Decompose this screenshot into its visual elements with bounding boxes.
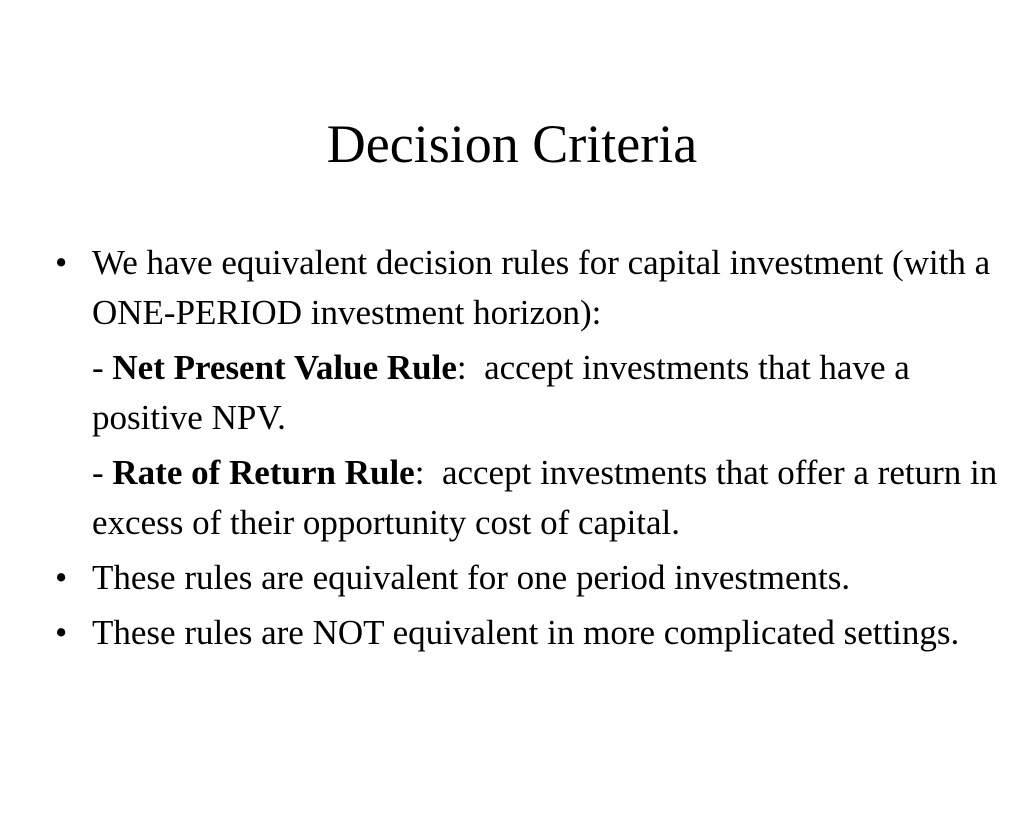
sub-item-dash: -	[92, 348, 113, 387]
sub-item-text: accept investments that offer a return in excess of their opportunity cost of capital.	[92, 453, 1006, 542]
sub-item-colon: :	[414, 453, 425, 492]
sub-item-ror-rule	[55, 448, 1005, 548]
bullet-item	[55, 608, 1005, 658]
sub-item-term: Rate of Return Rule	[112, 453, 415, 492]
bullet-item	[55, 553, 1005, 603]
sub-item-term: Net Present Value Rule	[112, 348, 457, 387]
sub-item-dash: -	[92, 453, 113, 492]
bullet-item	[55, 238, 1005, 338]
slide-title: Decision Criteria	[326, 114, 698, 174]
sub-item-npv-rule	[55, 343, 1005, 443]
bullet-marker: •	[55, 613, 68, 652]
sub-item-colon: :	[456, 348, 467, 387]
bullet-text: These rules are equivalent for one period investments.	[92, 558, 851, 597]
bullet-text: These rules are NOT equivalent in more complicated settings.	[92, 613, 960, 652]
sub-item-text: accept investments that have a positive NPV.	[92, 348, 919, 437]
bullet-marker: •	[55, 243, 68, 282]
bullet-text: We have equivalent decision rules for capital investment (with a ONE-PERIOD investment horizon):	[92, 243, 991, 332]
bullet-marker: •	[55, 558, 68, 597]
slide-body	[55, 238, 1005, 663]
